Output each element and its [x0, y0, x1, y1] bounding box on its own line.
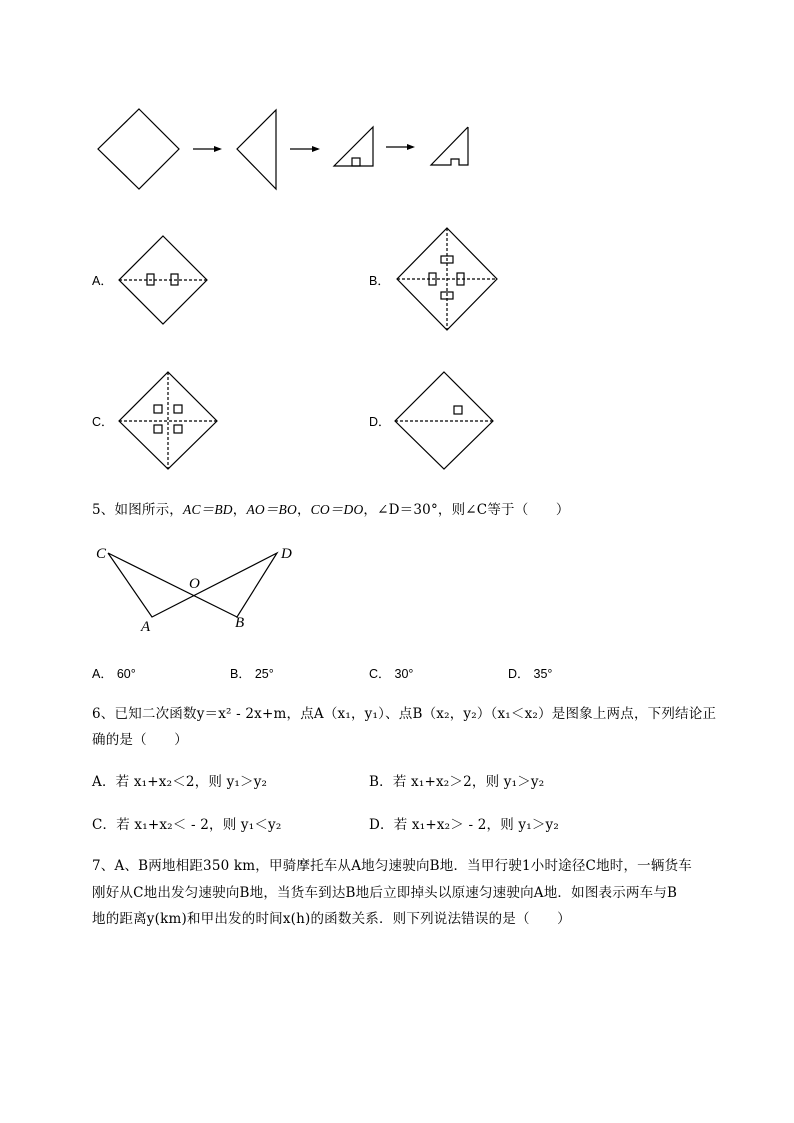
q5-text-post: ，则∠C等于（ ）	[437, 502, 570, 518]
q5-option-d: D． 35°	[508, 667, 553, 681]
option-d-label: D．	[369, 415, 391, 429]
q5-cond-2: AO＝BO	[246, 502, 297, 517]
q6-option-a: A．若 x₁+x₂＜2，则 y₁＞y₂	[92, 774, 268, 790]
question-7-stem-line-3: 地的距离y(km)和甲出发的时间x(h)的函数关系．则下列说法错误的是（ ）	[92, 911, 571, 927]
q5-number: 5、	[92, 502, 115, 518]
q5-cond-4: ∠D＝30°	[377, 502, 438, 518]
question-7-stem-line-1: 7、A、B两地相距350 km，甲骑摩托车从A地匀速驶向B地．当甲行驶1小时途径C地时，一辆货车	[92, 858, 692, 874]
question-6-stem-line-2: 确的是（ ）	[92, 732, 188, 748]
option-b-label: B．	[369, 274, 390, 288]
q5-option-b: B． 25°	[230, 667, 274, 681]
q6-option-d: D．若 x₁+x₂＞ - 2，则 y₁＞y₂	[369, 817, 559, 833]
option-a-label: A．	[92, 274, 113, 288]
q5-option-c: C． 30°	[369, 667, 414, 681]
question-6-stem-line-1: 6、已知二次函数y＝x² - 2x+m，点A（x₁，y₁）、点B（x₂，y₂）（x₁＜x₂）是图象上两点，下列结论正	[92, 706, 717, 722]
question-5-stem: 5、如图所示，AC＝BD，AO＝BO，CO＝DO，∠D＝30°，则∠C等于（ ）	[92, 502, 570, 518]
point-label-o: O	[189, 576, 200, 592]
question-7-stem-line-2: 刚好从C地出发匀速驶向B地，当货车到达B地后立即掉头以原速匀速驶向A地．如图表示两车与B	[92, 885, 678, 901]
point-label-b: B	[235, 615, 245, 631]
q5-text-pre: 如图所示，	[114, 502, 183, 518]
q5-cond-1: AC＝BD	[183, 502, 233, 517]
point-label-d: D	[281, 546, 292, 562]
q5-cond-3: CO＝DO	[310, 502, 364, 517]
q6-option-b: B．若 x₁+x₂＞2，则 y₁＞y₂	[369, 774, 545, 790]
q6-option-c: C．若 x₁+x₂＜ - 2，则 y₁＜y₂	[92, 817, 282, 833]
point-label-c: C	[96, 546, 107, 562]
point-label-a: A	[141, 619, 151, 635]
option-c-label: C．	[92, 415, 114, 429]
q5-option-a: A． 60°	[92, 667, 136, 681]
